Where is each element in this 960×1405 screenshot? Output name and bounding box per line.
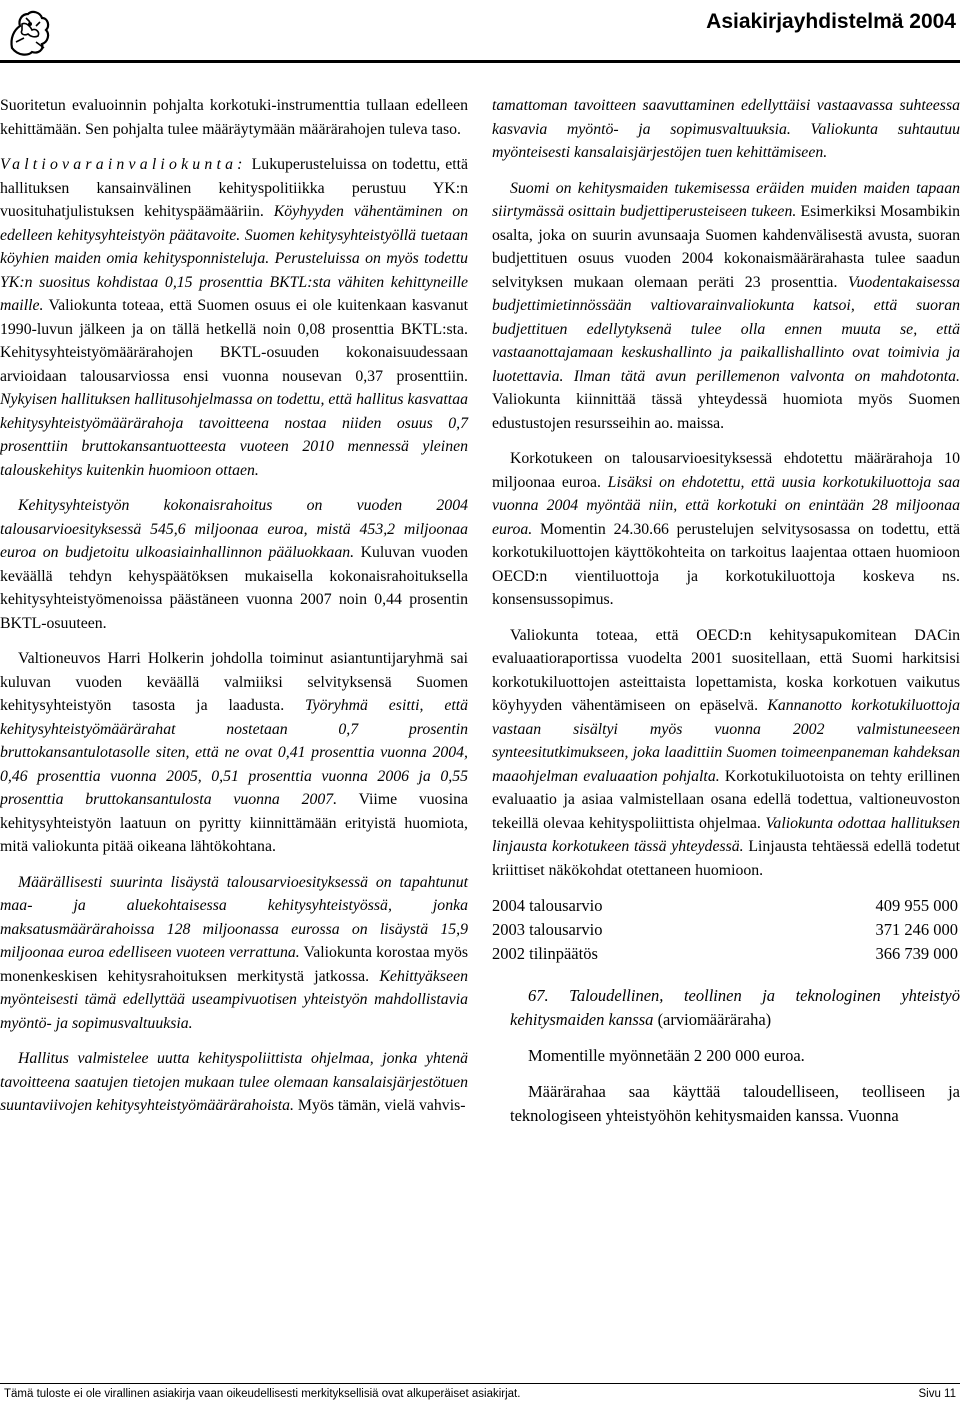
italic-span: Työryhmä esitti, että kehitysyhteistyömäärärahat nostetaan 0,7 prosentin bruttokansantulotasolle siten, että ne ovat 0,41 prosenttia vuonna 2004, 0,46 prosenttia vuonna 2005, 0,51 prosenttia vuonna 2006 ja 0,55 prosenttia bruttokansantulosta vuonna 2007. [0,697,469,808]
footer-note: Tämä tuloste ei ole virallinen asiakirja vaan oikeudellisesti merkityksellisiä ovat alkuperäiset asiakirjat. [4,1388,521,1400]
committee-heading: Valtiovarainvaliokunta: [0,156,247,173]
text-span: Esimerkiksi Mosambikin osalta, joka on suurin avunsaaja Suomen kahdenvälisestä avusta, suoran budjettituen osuus vuoden 2004 kokonaismäärärahasta tulee saadun selvityksen mukaan olemaan peräti 23 prosenttia. [492,203,960,291]
section-note: (arviomääräraha) [657,1010,772,1029]
budget-label: 2004 talousarvio [492,896,603,915]
budget-label: 2003 talousarvio [492,920,603,939]
paragraph [0,871,468,1036]
table-row [492,894,958,918]
text-span: Viime vuosina kehitysyhteistyön laatuun on pyritty kiinnittämään erityistä huomiota, mitä valiokunta pitää oikeana lähtökohtana. [0,791,468,855]
text-span: Lukuperusteluissa on todettu, että hallituksen kansainvälinen kehityspolitiikka perustuu YK:n vuosituhatjulistuksen kehityspäämääriin. [0,156,468,220]
paragraph [492,177,960,436]
text-span: Valiokunta korostaa myös monenkeskisen kehitysrahoituksen merkitystä jatkossa. [0,944,469,985]
budget-label: 2002 tilinpäätös [492,944,598,963]
italic-span: Nykyisen hallituksen hallitusohjelmassa on todettu, että hallitus kasvattaa kehitysyhteistyömäärärahoja tavoitteena nostaa niiden osuus 0,7 prosenttiin bruttokansantuotteesta vuoteen 2010 mennessä yleinen talouskehitys kuitenkin huomioon ottaen. [0,391,468,479]
page-footer [4,1388,956,1400]
text-span: Valiokunta toteaa, että Suomen osuus ei ole kuitenkaan kasvanut 1990-luvun jälkeen ja on tällä hetkellä noin 0,08 prosenttia BKTL:sta. [0,297,469,338]
text-span: Kehitysyhteistyömäärärahojen BKTL-osuuden kokonaisuudessaan arvioidaan talousarviossa ensi vuonna nousevan 0,37 prosenttiin. [0,344,468,385]
italic-span: Suomi on kehitysmaiden tukemisessa eräiden muiden maiden tapaan siirtymässä osittain budjettiperusteiseen tukeen. [492,179,960,220]
page-header [0,0,960,80]
paragraph: Momentille myönnetään 2 200 000 euroa. [528,1046,805,1065]
table-row [492,918,958,942]
budget-amount: 371 246 000 [875,920,958,939]
italic-span: Kehittyäkseen myönteisesti tämä edellyttää useampivuotisen yhteistyön mahdollistavia myöntö- ja sopimusvaltuuksia. [0,967,468,1032]
lion-crest-logo [2,4,58,60]
left-column [0,94,468,1118]
text-span: Linjausta tehtäessä edellä todetut kriittiset näkökohdat otettaneen huomioon. [492,838,960,879]
text-span: Valiokunta kiinnittää tässä yhteydessä huomiota myös Suomen edustustojen resursseihin ao. maissa. [492,391,960,432]
paragraph [492,624,960,883]
italic-span: Köyhyyden vähentäminen on edelleen kehitysyhteistyön päätavoite. Suomen kehitysyhteistyöllä tuetaan köyhien maiden omia kehitysponnisteluja. Perusteluissa on myös todettu YK:n suositus kohdistaa 0,15 prosenttia BKTL:sta vähiten kehittyneille maille. [0,203,468,314]
italic-span: Vuodentakaisessa budjettimietinnössään valtiovarainvaliokunta katsoi, että suoran budjettituen edellytyksenä tulee olla ennen muuta se, että vastaanottajamaan keskushallinto ja paikallishallinto ovat toimivia ja luotettavia. Ilman tätä avun perillemenon valvonta on mahdotonta. [492,273,960,385]
right-column [492,94,960,1140]
budget-amount: 409 955 000 [875,896,958,915]
paragraph [0,1047,468,1118]
committee-paragraph [0,153,468,482]
italic-span: Hallitus valmistelee uutta kehityspoliittista ohjelmaa, jonka yhtenä tavoitteena saatujen tietojen mukaan tulee olemaan kansalaisjärjestötuen suuntaviivojen kehitysyhteistyömäärärahoista. [0,1050,468,1114]
budget-amount: 366 739 000 [875,944,958,963]
italic-span: Kannanotto korkotukiluottoja vastaan sisältyi myös vuonna 2002 valmistuneeseen synteesitutkimukseen, joka laadittiin Suomen toimeenpaneman kahdeksan maaohjelman evaluaation pohjalta. [492,697,960,785]
page-number: Sivu 11 [918,1388,956,1400]
paragraph: Suoritetun evaluoinnin pohjalta korkotuki-instrumenttia tullaan edelleen kehittämään. Sen pohjalta tulee määräytymään määrärahojen tuleva taso. [0,97,468,138]
budget-table [492,894,958,966]
paragraph: tamattoman tavoitteen saavuttaminen edellyttäisi vastaavassa suhteessa kasvavia myöntö- ja sopimusvaltuuksia. Valiokunta suhtautuu myönteisesti kansalaisjärjestöjen tuen kehittämiseen. [492,97,960,161]
text-span: Korkotukiluotoista on tehty erillinen evaluaatio ja asiaa valmistellaan osana edellä todettua, valtioneuvoston tekeillä olevaa kehityspoliittista ohjelmaa. [492,767,960,832]
table-row [492,942,958,966]
italic-span: Lisäksi on ehdotettu, että uusia korkotukiluottoja saa vuonna 2004 myöntää niin, että korkotuki on enintään 28 miljoonaa euroa. [492,473,960,538]
text-span: Kuluvan vuoden keväällä tehdyn kehyspäätöksen mukaisella kokonaisrahoituksella kehitysyhteistyömenoissa päästäneen vuonna 2007 noin 0,44 prosentin BKTL-osuuteen. [0,544,469,632]
section-heading [492,984,960,1032]
italic-span: Määrällisesti suurinta lisäystä talousarvioesityksessä on tapahtunut maa- ja aluekohtaisessa kehitysyhteistyössä, jonka maksatusmäärärahoissa 128 miljoonassa eurossa on lisäystä 15,9 miljoonaa euroa edelliseen vuoteen verrattuna. [0,873,468,961]
document-title: Asiakirjayhdistelmä 2004 [706,10,956,33]
paragraph: Määrärahaa saa käyttää taloudelliseen, teolliseen ja teknologiseen yhteistyöhön kehitysmaiden kanssa. Vuonna [510,1082,960,1125]
paragraph [492,447,960,612]
paragraph [0,494,468,635]
text-span: Momentin 24.30.66 perustelujen selvitysosassa on todettu, että korkotukiluottojen käyttökohteita on tarkoitus laajentaa ottaen huomioon OECD:n vientiluottoja ja korkotukiluottoja koskeva ns. konsensussopimus. [492,520,960,608]
footer-rule [0,1383,960,1384]
text-span: Valtioneuvos Harri Holkerin johdolla toiminut asiantuntijaryhmä sai kuluvan vuoden keväällä valmiiksi selvityksensä Suomen kehitysyhteistyön tasosta ja laadusta. [0,650,468,714]
text-span: Valiokunta toteaa, että OECD:n kehitysapukomitean DACin evaluaatioraportissa vuodelta 2001 suositellaan, että Suomi harkitsisi korkotukiluottojen asteittaista lopettamista, koska korkotuen vaikutus köyhyyden vähentämiseen on epäselvä. [492,626,960,714]
text-span: Korkotukeen on talousarvioesityksessä ehdotettu määrärahoja 10 miljoonaa euroa. [492,450,960,491]
header-rule [0,60,960,63]
italic-span: Kehitysyhteistyön kokonaisrahoitus on vuoden 2004 talousarvioesityksessä 545,6 miljoonaa euroa, mistä 453,2 miljoonaa euroa on budjetoitu ulkoasiainhallinnon pääluokkaan. [0,497,468,561]
text-span: Myös tämän, vielä vahvis- [297,1097,466,1114]
section-title: 67. Taloudellinen, teollinen ja teknologinen yhteistyö kehitysmaiden kanssa [510,986,960,1029]
paragraph [0,647,468,859]
italic-span: Valiokunta odottaa hallituksen linjausta korkotukeen tässä yhteydessä. [492,814,960,855]
